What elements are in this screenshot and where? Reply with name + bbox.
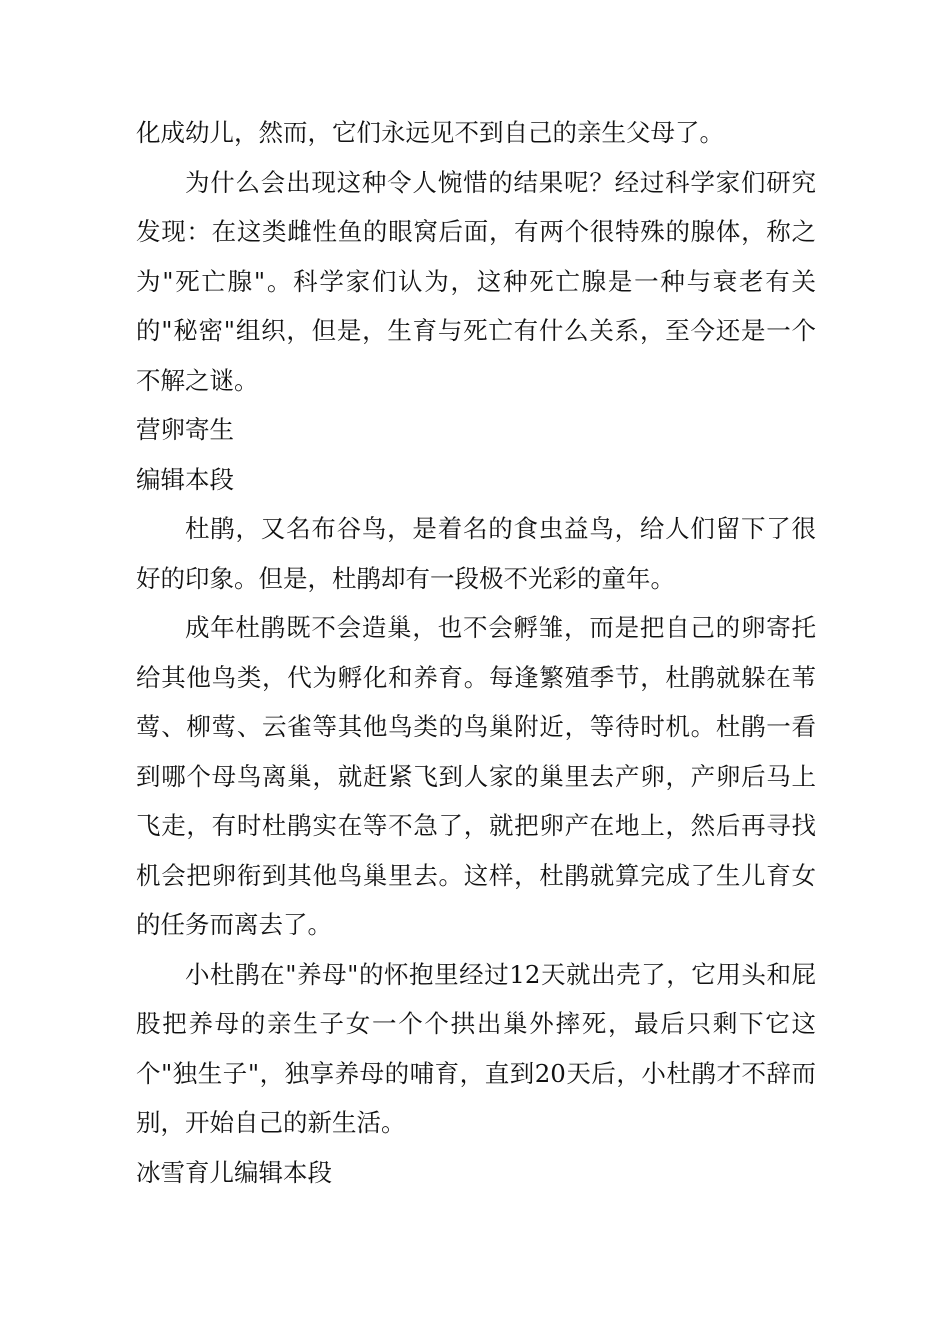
edit-section-label: 编辑本段 bbox=[136, 464, 234, 494]
section-heading-ice-snow-parenting: 冰雪育儿编辑本段 bbox=[136, 1157, 332, 1187]
document-body bbox=[136, 108, 816, 1197]
paragraph-cuckoo-intro: 杜鹃，又名布谷鸟，是着名的食虫益鸟，给人们留下了很好的印象。但是，杜鹃却有一段极不光彩的童年。 bbox=[136, 514, 816, 593]
paragraph-death-gland: 为什么会出现这种令人惋惜的结果呢？经过科学家们研究发现：在这类雌性鱼的眼窝后面，有两个很特殊的腺体，称之为"死亡腺"。科学家们认为，这种死亡腺是一种与衰老有关的"秘密"组织，但是，生育与死亡有什么关系，至今还是一个不解之谜。 bbox=[136, 167, 816, 395]
paragraph-cuckoo-egg-laying: 成年杜鹃既不会造巢，也不会孵雏，而是把自己的卵寄托给其他鸟类，代为孵化和养育。每逢繁殖季节，杜鹃就躲在苇莺、柳莺、云雀等其他鸟类的鸟巢附近，等待时机。杜鹃一看到哪个母鸟离巢，就赶紧飞到人家的巢里去产卵，产卵后马上飞走，有时杜鹃实在等不急了，就把卵产在地上，然后再寻找机会把卵衔到其他鸟巢里去。这样，杜鹃就算完成了生儿育女的任务而离去了。 bbox=[136, 613, 816, 939]
paragraph-cuckoo-chick: 小杜鹃在"养母"的怀抱里经过12天就出壳了，它用头和屁股把养母的亲生子女一个个拱出巢外摔死，最后只剩下它这个"独生子"，独享养母的哺育，直到20天后，小杜鹃才不辞而别，开始自己的新生活。 bbox=[136, 959, 816, 1137]
paragraph-continuation: 化成幼儿，然而，它们永远见不到自己的亲生父母了。 bbox=[136, 118, 724, 147]
section-heading-brood-parasitism: 营卵寄生 bbox=[136, 415, 234, 444]
